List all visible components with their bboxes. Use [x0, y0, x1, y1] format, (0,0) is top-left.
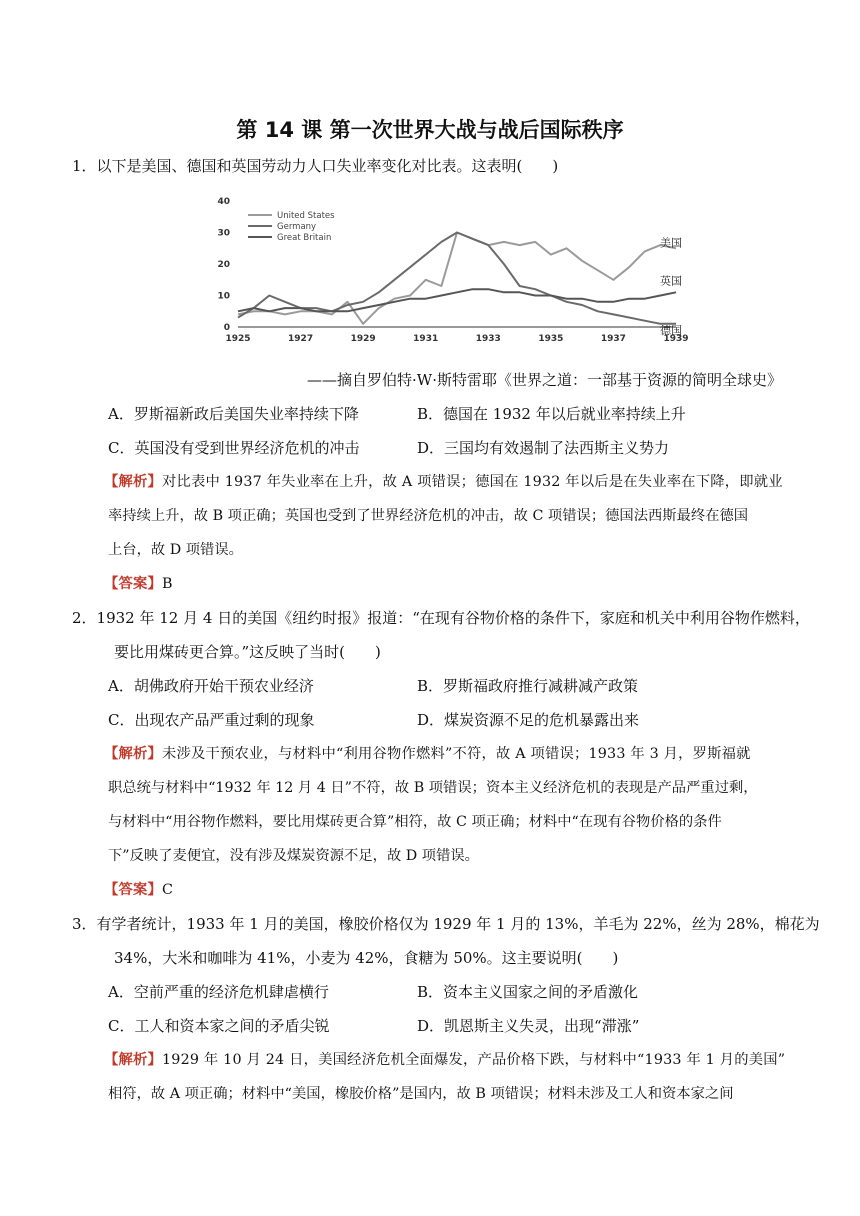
x-tick-label: 1925	[225, 334, 251, 344]
series-line-united-states	[238, 233, 676, 324]
question-1-option-a: A．罗斯福新政后美国失业率持续下降	[108, 405, 359, 423]
x-tick-label: 1933	[475, 334, 501, 344]
question-3-option-b: B．资本主义国家之间的矛盾激化	[417, 983, 639, 1001]
question-1-analysis-line-2: 率持续上升，故 B 项正确；英国也受到了世界经济危机的冲击，故 C 项错误；德国法西斯最终在德国	[108, 508, 749, 524]
x-tick-label: 1929	[350, 334, 376, 344]
analysis-text: 未涉及干预农业，与材料中“利用谷物作燃料”不符，故 A 项错误；1933 年 3 月，罗斯福就	[162, 746, 751, 762]
question-2-option-b: B．罗斯福政府推行减耕减产政策	[417, 677, 639, 695]
page-title: 第 14 课 第一次世界大战与战后国际秩序	[236, 118, 624, 142]
analysis-text: 1929 年 10 月 24 日，美国经济危机全面爆发，产品价格下跌，与材料中“1933 年 1 月的美国”	[162, 1052, 786, 1068]
question-3-stem-line-1: 3．有学者统计，1933 年 1 月的美国，橡胶价格仅为 1929 年 1 月的 13%，羊毛为 22%，丝为 28%，棉花为	[72, 915, 820, 933]
question-1-option-b: B．德国在 1932 年以后就业率持续上升	[417, 405, 686, 423]
legend-label: Great Britain	[277, 233, 332, 243]
analysis-text: 对比表中 1937 年失业率在上升，故 A 项错误；德国在 1932 年以后是在失业率在下降，即就业	[162, 474, 783, 490]
question-3-analysis-line-1	[104, 1050, 784, 1070]
y-tick-label: 40	[217, 197, 230, 207]
x-tick-label: 1937	[600, 334, 626, 344]
question-2-answer	[104, 880, 784, 900]
analysis-tag: 【解析】	[104, 474, 162, 490]
series-end-label: 美国	[660, 236, 682, 250]
question-2-analysis-line-4: 下”反映了麦便宜，没有涉及煤炭资源不足，故 D 项错误。	[108, 848, 479, 864]
question-1-answer	[104, 574, 784, 594]
y-tick-label: 10	[217, 291, 230, 302]
question-1-option-d: D．三国均有效遏制了法西斯主义势力	[417, 439, 670, 457]
series-line-great-britain	[238, 289, 676, 311]
question-2-option-d: D．煤炭资源不足的危机暴露出来	[417, 711, 640, 729]
series-end-label: 德国	[660, 323, 682, 337]
question-3-option-c: C．工人和资本家之间的矛盾尖锐	[108, 1017, 330, 1035]
question-2-stem-line-2: 要比用煤砖更合算。”这反映了当时( )	[114, 643, 381, 661]
answer-value: B	[162, 576, 173, 592]
x-tick-label: 1939	[663, 334, 689, 344]
question-2-stem-line-1: 2．1932 年 12 月 4 日的美国《纽约时报》报道：“在现有谷物价格的条件下，家庭和机关中利用谷物作燃料，	[72, 609, 810, 627]
legend-label: United States	[277, 211, 335, 221]
question-1-stem: 1．以下是美国、德国和英国劳动力人口失业率变化对比表。这表明( )	[72, 157, 559, 175]
chart-source-citation: ——摘自罗伯特·W·斯特雷耶《世界之道：一部基于资源的简明全球史》	[307, 371, 782, 389]
question-2-analysis-line-2: 职总统与材料中“1932 年 12 月 4 日”不符，故 B 项错误；资本主义经济危机的表现是产品严重过剩，	[108, 780, 758, 796]
answer-tag: 【答案】	[104, 882, 162, 898]
question-1-option-c: C．英国没有受到世界经济危机的冲击	[108, 439, 360, 457]
question-2-analysis-line-3: 与材料中“用谷物作燃料，要比用煤砖更合算”相符，故 C 项正确；材料中“在现有谷物价格的条件	[108, 814, 722, 830]
x-tick-label: 1931	[413, 334, 439, 344]
legend-label: Germany	[277, 222, 317, 232]
question-2-analysis-line-1	[104, 744, 784, 764]
answer-value: C	[162, 882, 174, 898]
y-tick-label: 30	[217, 228, 230, 239]
question-2-option-c: C．出现农产品严重过剩的现象	[108, 711, 315, 729]
series-end-label: 英国	[660, 274, 682, 288]
question-2-option-a: A．胡佛政府开始干预农业经济	[108, 677, 314, 695]
question-3-analysis-line-2: 相符，故 A 项正确；材料中“美国，橡胶价格”是国内，故 B 项错误；材料未涉及工人和资本家之间	[108, 1086, 734, 1102]
y-tick-label: 20	[217, 260, 230, 270]
question-3-stem-line-2: 34%，大米和咖啡为 41%，小麦为 42%，食糖为 50%。这主要说明( )	[114, 949, 619, 967]
x-tick-label: 1927	[288, 334, 314, 344]
question-1-analysis-line-1	[104, 472, 784, 492]
question-3-option-d: D．凯恩斯主义失灵，出现“滞涨”	[417, 1017, 640, 1035]
question-1-analysis-line-3: 上台，故 D 项错误。	[108, 542, 243, 558]
analysis-tag: 【解析】	[104, 1052, 162, 1068]
unemployment-line-chart	[198, 191, 690, 351]
x-tick-label: 1935	[538, 334, 564, 344]
analysis-tag: 【解析】	[104, 746, 162, 762]
question-3-option-a: A．空前严重的经济危机肆虐横行	[108, 983, 329, 1001]
answer-tag: 【答案】	[104, 576, 162, 592]
y-tick-label: 0	[223, 323, 230, 333]
